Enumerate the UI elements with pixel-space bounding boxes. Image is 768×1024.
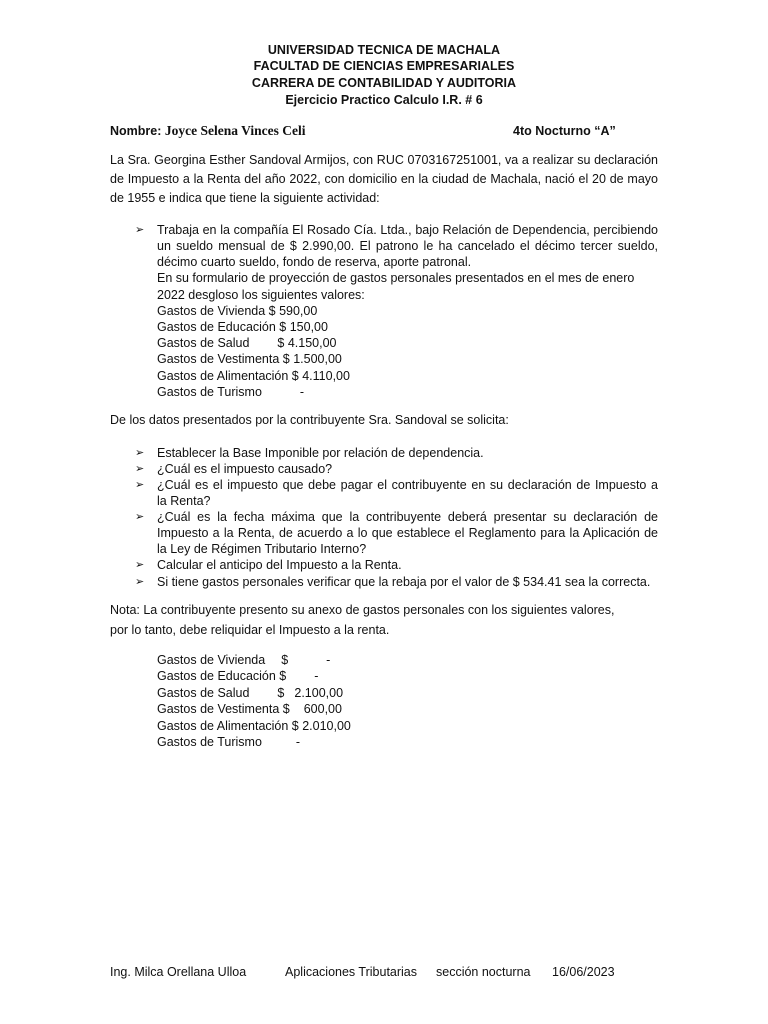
student-name-row [110, 123, 306, 139]
note-line-2: por lo tanto, debe reliquidar el Impuesto a la renta. [110, 623, 390, 637]
expense-housing: Gastos de Vivienda $ 590,00 [157, 304, 318, 318]
arrow-bullet-icon: ➢ [135, 479, 145, 491]
footer-date: 16/06/2023 [552, 965, 615, 979]
header-career: CARRERA DE CONTABILIDAD Y AUDITORIA [251, 76, 517, 90]
expense-clothing: Gastos de Vestimenta $ 1.500,00 [157, 352, 342, 366]
intro-line-2: de Impuesto a la Renta del año 2022, con domicilio en la ciudad de Machala, nació el 20 de mayo [110, 172, 658, 186]
arrow-bullet-icon: ➢ [135, 576, 145, 588]
footer-section: sección nocturna [436, 965, 531, 979]
annex-housing-value: - [326, 653, 331, 667]
student-name: Joyce Selena Vinces Celi [164, 123, 306, 138]
annex-housing-currency: $ [281, 653, 289, 667]
annex-education [157, 668, 318, 684]
header-exercise-title: Ejercicio Practico Calculo I.R. # 6 [285, 93, 483, 107]
activity-line-5: 2022 desgloso los siguientes valores: [157, 288, 365, 302]
intro-line-3: de 1955 e indica que tiene la siguiente actividad: [110, 191, 380, 205]
expense-tourism-label: Gastos de Turismo [157, 385, 262, 399]
question-4-line-2: Impuesto a la Renta, de acuerdo a lo que establece el Reglamento para la Aplicación de [157, 526, 658, 540]
annex-tourism [157, 734, 300, 750]
annex-health-label: Gastos de Salud [157, 686, 250, 700]
annex-clothing [157, 701, 342, 717]
annex-tourism-label: Gastos de Turismo [157, 735, 262, 749]
expense-tourism [157, 384, 304, 400]
arrow-bullet-icon: ➢ [135, 463, 145, 475]
question-1: Establecer la Base Imponible por relación de dependencia. [157, 446, 484, 460]
activity-line-2: un sueldo mensual de $ 2.990,00. El patrono le ha cancelado el décimo tercer sueldo, [157, 239, 658, 253]
arrow-bullet-icon: ➢ [135, 559, 145, 571]
header-faculty: FACULTAD DE CIENCIAS EMPRESARIALES [253, 59, 515, 73]
annex-housing [157, 652, 330, 668]
annex-health-currency: $ [277, 686, 285, 700]
annex-health-value: 2.100,00 [294, 686, 344, 700]
question-4-line-1: ¿Cuál es la fecha máxima que la contribuyente deberá presentar su declaración de [157, 510, 658, 524]
note-line-1: Nota: La contribuyente presento su anexo de gastos personales con los siguientes valores, [110, 603, 615, 617]
question-3-line-1: ¿Cuál es el impuesto que debe pagar el contribuyente en su declaración de Impuesto a [157, 478, 658, 492]
expense-food: Gastos de Alimentación $ 4.110,00 [157, 369, 350, 383]
header-university: UNIVERSIDAD TECNICA DE MACHALA [267, 43, 501, 57]
annex-food: Gastos de Alimentación $ 2.010,00 [157, 719, 351, 733]
expense-health [157, 335, 337, 351]
student-group: 4to Nocturno “A” [513, 124, 616, 138]
intro-line-1: La Sra. Georgina Esther Sandoval Armijos, con RUC 0703167251001, va a realizar su declaración [110, 153, 658, 167]
expense-health-label: Gastos de Salud [157, 336, 250, 350]
annex-tourism-value: - [295, 735, 301, 749]
student-name-label: Nombre: [110, 124, 162, 138]
question-6: Si tiene gastos personales verificar que la rebaja por el valor de $ 534.41 sea la correcta. [157, 575, 651, 589]
question-2: ¿Cuál es el impuesto causado? [157, 462, 333, 476]
expense-tourism-value: - [299, 385, 305, 399]
activity-line-3: décimo cuarto sueldo, fondo de reserva, aporte patronal. [157, 255, 472, 269]
annex-clothing-value: 600,00 [303, 702, 342, 716]
question-3-line-2: la Renta? [157, 494, 211, 508]
request-text: De los datos presentados por la contribuyente Sra. Sandoval se solicita: [110, 413, 509, 427]
annex-education-label: Gastos de Educación $ [157, 669, 287, 683]
question-4-line-3: la Ley de Régimen Tributario Interno? [157, 542, 367, 556]
question-5: Calcular el anticipo del Impuesto a la Renta. [157, 558, 402, 572]
arrow-bullet-icon: ➢ [135, 447, 145, 459]
activity-line-1: Trabaja en la compañía El Rosado Cía. Ltda., bajo Relación de Dependencia, percibiendo [157, 223, 658, 237]
annex-health [157, 685, 343, 701]
annex-clothing-label: Gastos de Vestimenta $ [157, 702, 290, 716]
expense-education: Gastos de Educación $ 150,00 [157, 320, 328, 334]
footer-subject: Aplicaciones Tributarias [285, 965, 418, 979]
arrow-bullet-icon: ➢ [135, 511, 145, 523]
arrow-bullet-icon: ➢ [135, 224, 145, 236]
expense-health-value: $ 4.150,00 [277, 336, 337, 350]
footer-teacher: Ing. Milca Orellana Ulloa [110, 965, 247, 979]
annex-education-value: - [314, 669, 319, 683]
activity-line-4: En su formulario de proyección de gastos personales presentados en el mes de enero [157, 271, 635, 285]
annex-housing-label: Gastos de Vivienda [157, 653, 266, 667]
